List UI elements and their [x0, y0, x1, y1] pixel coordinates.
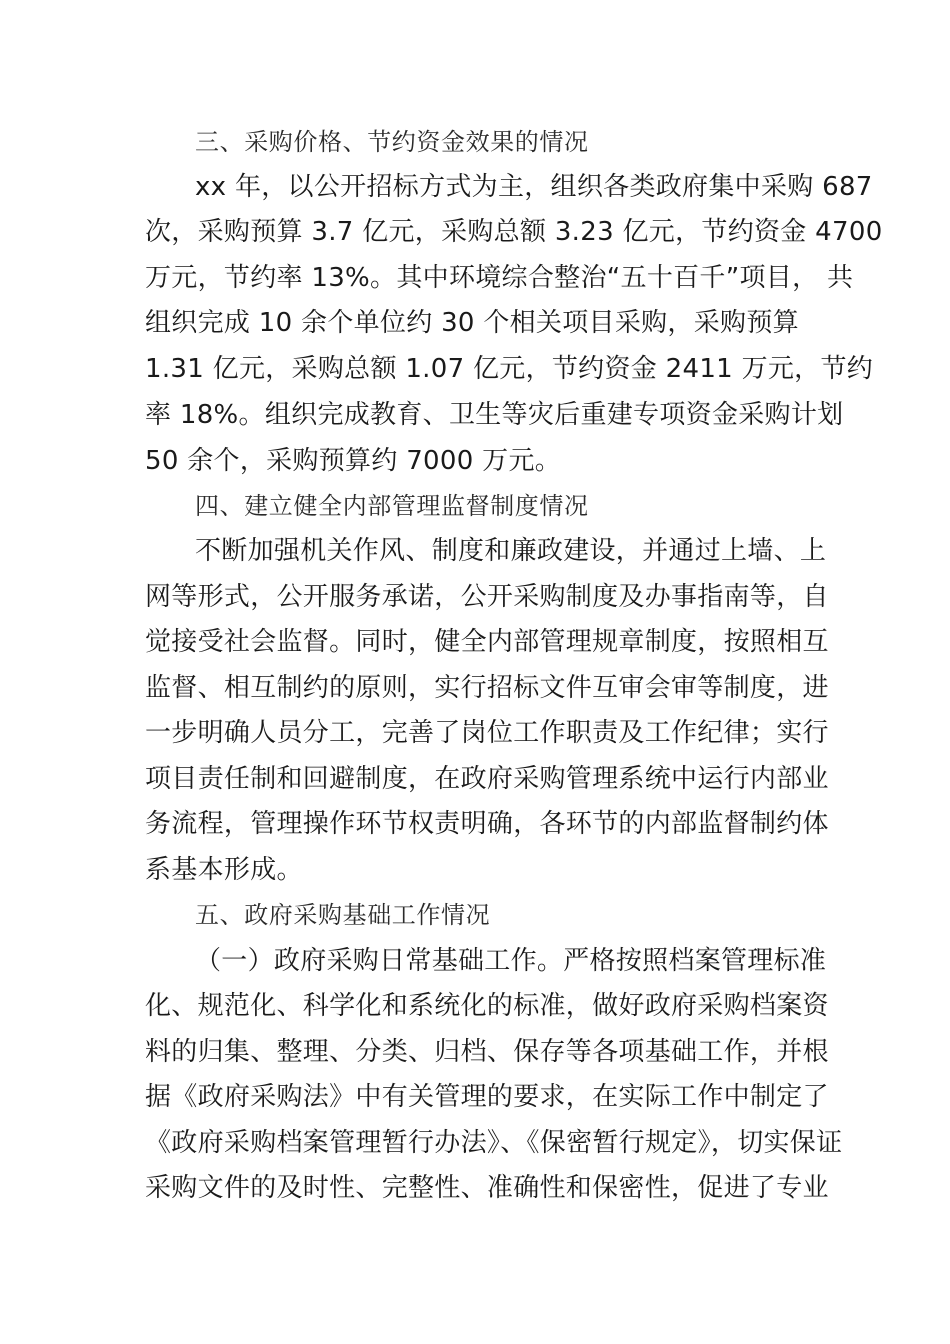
paragraph-line: xx 年，以公开招标方式为主，组织各类政府集中采购 687	[195, 172, 873, 202]
paragraph-line: （一）政府采购日常基础工作。严格按照档案管理标准	[195, 946, 827, 976]
paragraph-line: 采购文件的及时性、完整性、准确性和保密性，促进了专业	[145, 1173, 829, 1203]
paragraph-line: 50 余个，采购预算约 7000 万元。	[145, 446, 562, 476]
paragraph-line: 《政府采购档案管理暂行办法》、《保密暂行规定》，切实保证	[145, 1128, 843, 1158]
paragraph-line: 1.31 亿元，采购总额 1.07 亿元，节约资金 2411 万元，节约	[145, 354, 874, 384]
paragraph-line: 率 18%。组织完成教育、卫生等灾后重建专项资金采购计划	[145, 400, 844, 430]
section-heading-4: 四、建立健全内部管理监督制度情况	[195, 492, 589, 520]
paragraph-line: 网等形式，公开服务承诺，公开采购制度及办事指南等，自	[145, 582, 829, 612]
paragraph-line: 料的归集、整理、分类、归档、保存等各项基础工作，并根	[145, 1037, 829, 1067]
paragraph-line: 次，采购预算 3.7 亿元，采购总额 3.23 亿元，节约资金 4700	[145, 217, 883, 247]
section-heading-5: 五、政府采购基础工作情况	[195, 901, 491, 929]
paragraph-line: 系基本形成。	[145, 855, 303, 885]
paragraph-line: 觉接受社会监督。同时，健全内部管理规章制度，按照相互	[145, 627, 829, 657]
paragraph-line: 万元，节约率 13%。其中环境综合整治“五十百千”项目， 共	[145, 263, 854, 293]
paragraph-line: 化、规范化、科学化和系统化的标准，做好政府采购档案资	[145, 991, 829, 1021]
paragraph-line: 组织完成 10 余个单位约 30 个相关项目采购，采购预算	[145, 308, 799, 338]
paragraph-line: 监督、相互制约的原则，实行招标文件互审会审等制度，进	[145, 673, 829, 703]
paragraph-line: 不断加强机关作风、制度和廉政建设，并通过上墙、上	[195, 536, 827, 566]
section-heading-3: 三、采购价格、节约资金效果的情况	[195, 128, 589, 156]
paragraph-line: 务流程，管理操作环节权责明确，各环节的内部监督制约体	[145, 809, 829, 839]
paragraph-line: 一步明确人员分工，完善了岗位工作职责及工作纪律；实行	[145, 718, 829, 748]
paragraph-line: 项目责任制和回避制度，在政府采购管理系统中运行内部业	[145, 764, 829, 794]
paragraph-line: 据《政府采购法》中有关管理的要求，在实际工作中制定了	[145, 1082, 829, 1112]
